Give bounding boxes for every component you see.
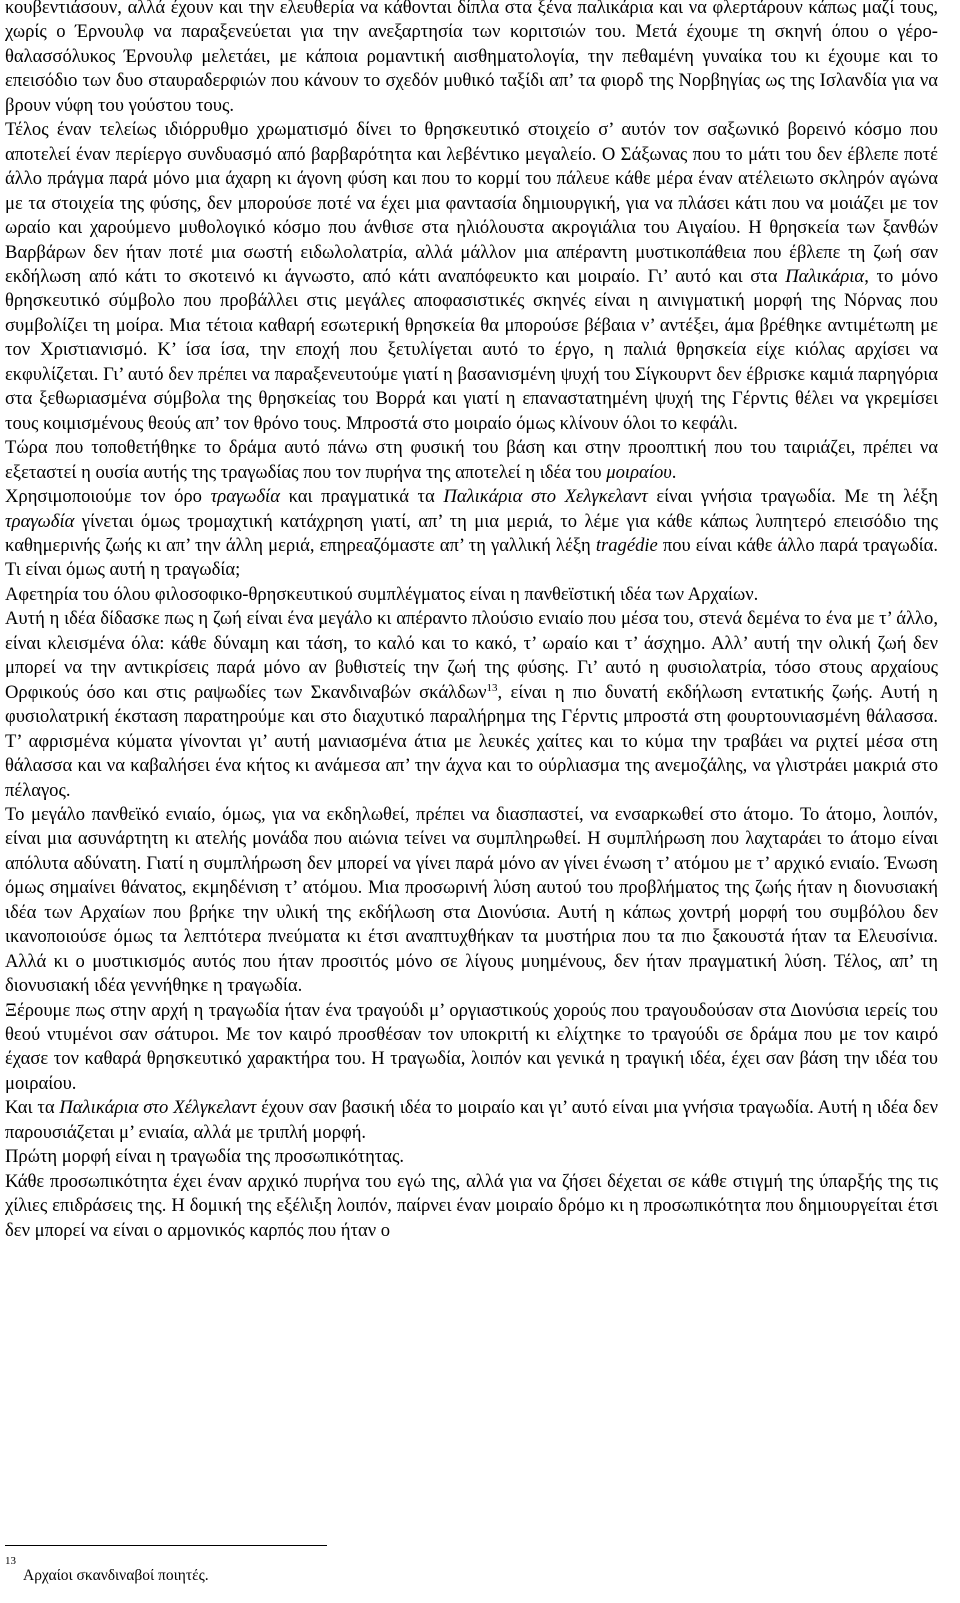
text-run: Χρησιμοποιούμε τον όρο (5, 486, 211, 508)
text-run: , το μόνο θρησκευτικό σύμβολο που προβάλλει στις μεγάλες αποφασιστικές σκηνές είναι η αινιγματική μορφή της Νόρνας που συμβολίζει τη μοίρα. Μια τέτοια καθαρή εσωτερική θρησκεία θα μπορούσε βέβαια ν’ αντέξει, άμα βρέθηκε αντιμέτωπη με τον Χριστιανισμό. Κ’ ίσα ίσα, την εποχή που ξετυλίγεται αυτό το έργο, η παλιά θρησκεία είχε κιόλας αρχίσει να εκφυλίζεται. Γι’ αυτό δεν πρέπει να παραξενευτούμε γιατί η βασανισμένη ψυχή του Σίγκουρντ δεν έβρισκε καμιά παρηγόρια στα ξεθωριασμένα σύμβολα της θρησκείας του Βορρά και γιατί η επαναστατημένη ψυχή της Γέρντις θέλει να γκρεμίσει τους κοιμισμένους θεούς απ’ τον θρόνο τους. Μπροστά στο μοιραίο όμως κλίνουν όλοι το κεφάλι. (5, 265, 938, 434)
text-run: Ξέρουμε πως στην αρχή η τραγωδία ήταν ένα τραγούδι μ’ οργιαστικούς χορούς που τραγουδούσαν στα Διονύσια ιερείς του θεού ντυμένοι σαν σάτυροι. Με τον καιρό προσθέσαν τον υποκριτή κι ελίχτηκε το τραγούδι σε δράμα που με τον καιρό έχασε τον καθαρά θρησκευτικό χαρακτήρα του. Η τραγωδία, λοιπόν και γενικά η τραγική ιδέα, έχει σαν βάση την ιδέα του μοιραίου. (5, 999, 938, 1094)
text-run: Κάθε προσωπικότητα έχει έναν αρχικό πυρήνα του εγώ της, αλλά για να ζήσει δέχεται σε κάθε στιγμή της ύπαρξής της τις χίλιες επιδράσεις της. Η δομική της εξέλιξη λοιπόν, παίρνει έναν μοιραίο δρόμο κι η προσωπικότητα που δημιουργείται έτσι δεν μπορεί να είναι ο αρμονικός καρπός που ήταν ο (5, 1170, 938, 1241)
paragraph (5, 1096, 938, 1145)
text-run: Το μεγάλο πανθεϊκό ενιαίο, όμως, για να εκδηλωθεί, πρέπει να διασπαστεί, να ενσαρκωθεί στο άτομο. Το άτομο, λοιπόν, είναι μια ασυνάρτητη κι ατελής μονάδα που αιώνια τείνει να συμπληρωθεί. Η συμπλήρωση που λαχταράει το άτομο είναι απόλυτα αδύνατη. Γιατί η συμπλήρωση δεν μπορεί να γίνει παρά μόνο αν γίνει ένωση τ’ ατόμου με τ’ αρχικό ενιαίο. Ένωση όμως σημαίνει θάνατος, εκμηδένιση τ’ ατόμου. Μια προσωρινή λύση αυτού του προβλήματος της ζωής ήταν η διονυσιακή ιδέα των Αρχαίων που βρήκε την υλική της εκδήλωση στα Διονύσια. Αυτή η κάπως χοντρή μορφή του συμβόλου δεν ικανοποιούσε όμως τα λεπτότερα πνεύματα κι έτσι αναπτυχθήκαν τα μυστήρια που τα πιο ξακουστά ήταν τα Ελευσίνια. Αλλά κι ο μυστικισμός αυτός που ήταν προσιτός μόνο σε λίγους μυημένους, δεν ήταν πραγματική λύση. Τέλος, απ’ τη διονυσιακή ιδέα γεννήθηκε η τραγωδία. (5, 803, 938, 997)
body-text (5, 0, 938, 1243)
document-page (5, 0, 938, 1243)
text-run: Πρώτη μορφή είναι η τραγωδία της προσωπικότητας. (5, 1146, 405, 1168)
italic-text: Παλικάρια στο Χελγκελαντ (443, 486, 648, 508)
text-run: Και τα (5, 1097, 60, 1119)
italic-text: τραγωδία (5, 510, 75, 532)
italic-text: tragédie (595, 534, 658, 556)
paragraph (5, 1145, 938, 1169)
paragraph (5, 583, 938, 607)
text-run: , είναι η πιο δυνατή εκδήλωση εντατικής ζωής. Αυτή η φυσιολατρική έκσταση παρατηρούμε και στο διαχυτικό παραλήρημα της Γέρντις μπροστά στη φουρτουνιασμένη θάλασσα. Τ’ αφρισμένα κύματα γίνονται γι’ αυτή μανιασμένα άτια με λευκές χαίτες και το κύμα την τραβάει να ριχτεί μέσα στη θάλασσα και να καβαλήσει ένα κήτος κι ανάμεσα απ’ την άχνα και το ούρλιασμα της ανεμοζάλης, να γλιστράει μακριά στο πέλαγος. (5, 681, 938, 801)
italic-text: μοιραίου (606, 461, 672, 483)
footnote-text: Αρχαίοι σκανδιναβοί ποιητές. (23, 1567, 209, 1584)
italic-text: Παλικάρια στο Χέλγκελαντ (59, 1097, 257, 1119)
footnote (5, 1555, 209, 1585)
text-run: κουβεντιάσουν, αλλά έχουν και την ελευθερία να κάθονται δίπλα στα ξένα παλικάρια και να φλερτάρουν κάπως μαζί τους, χωρίς ο Έρνουλφ να παραξενεύεται για την ανεξαρτησία των κοριτσιών του. Μετά έχουμε τη σκηνή όπου ο γέρο-θαλασσόλυκος Έρνουλφ μελετάει, με κάποια ρομαντική αισθηματολογία, την πεθαμένη γυναίκα του κι έχουμε και το επεισόδιο των δυο σταυραδερφιών που κάνουν το σχεδόν μυθικό ταξίδι απ’ τα φιορδ της Νορβηγίας ως της Ισλανδία για να βρουν νύφη του γούστου τους. (5, 0, 938, 116)
text-run: και πραγματικά τα (279, 486, 444, 508)
paragraph (5, 1170, 938, 1243)
text-run: που είναι κάθε άλλο παρά τραγωδία. Τι είναι όμως αυτή η τραγωδία; (5, 534, 938, 581)
footnote-mark: 13 (5, 1555, 16, 1567)
paragraph (5, 436, 938, 485)
paragraph (5, 485, 938, 583)
text-run: Τέλος έναν τελείως ιδιόρρυθμο χρωματισμό δίνει το θρησκευτικό στοιχείο σ’ αυτόν τον σαξωνικό βορεινό κόσμο που αποτελεί έναν περίεργο συνδυασμό από βαρβαρότητα και λεβέντικο μεγαλείο. Ο Σάξωνας που το μάτι του δεν έβλεπε ποτέ άλλο πράγμα παρά μόνο μια άχαρη κι άγονη φύση και που το κορμί του πάλευε κάθε μέρα έναν ατέλειωτο σκληρόν αγώνα με τα στοιχεία της φύσης, δεν μπορούσε ποτέ να έχει μια φαντασία δημιουργική, για να πλάσει κάτι που να μοιάζει με τον ωραίο και χαρούμενο μυθολογικό κόσμο που άνθισε στα ηλιόλουστα ακρογιάλια του Αιγαίου. Η θρησκεία των ξανθών Βαρβάρων δεν ήταν ποτέ μια σωστή ειδωλολατρία, αλλά μάλλον μια απέραντη μυστικοπάθεια που έβλεπε τη ζωή σαν εκδήλωση από κάτι το σκοτεινό κι άγνωστο, από κάτι αναπόφευκτο και μοιραίο. Γι’ αυτό και στα (5, 119, 938, 287)
paragraph (5, 118, 938, 436)
text-run: έχουν σαν βασική ιδέα το μοιραίο και γι’ αυτό είναι μια γνήσια τραγωδία. Αυτή η ιδέα δεν παρουσιάζεται μ’ ενιαία, αλλά με τριπλή μορφή. (5, 1097, 938, 1143)
italic-text: Παλικάρια (785, 265, 865, 287)
text-run: Αυτή η ιδέα δίδασκε πως η ζωή είναι ένα μεγάλο κι απέραντο πλούσιο ενιαίο που μέσα του, στενά δεμένα το ένα με τ’ άλλο, είναι κλεισμένα όλα: κάθε δύναμη και τάση, το καλό και το κακό, τ’ ωραίο και τ’ άσχημο. Αλλ’ αυτή την ολική ζωή δεν μπορεί να την αντικρίσεις παρά μόνο αν βυθιστείς την ζωή της φύσης. Γι’ αυτό η φυσιολατρία, τόσο στους αρχαίους Ορφικούς όσο και στις ραψωδίες των Σκανδιναβών σκάλδων (5, 608, 938, 703)
text-run: γίνεται όμως τρομαχτική κατάχρηση γιατί, απ’ τη μια μεριά, το λέμε για κάθε κάπως λυπητερό επεισόδιο της καθημερινής ζωής κι απ’ την άλλη μεριά, επηρεαζόμαστε απ’ τη γαλλική λέξη (5, 510, 938, 556)
text-run: Αφετηρία του όλου φιλοσοφικο-θρησκευτικού συμπλέγματος είναι η πανθεϊστική ιδέα των Αρχαίων. (5, 583, 759, 605)
footnote-divider (5, 1545, 327, 1546)
text-run: είναι γνήσια τραγωδία. Με τη λέξη (647, 486, 939, 508)
paragraph (5, 607, 938, 803)
text-run: . (671, 461, 677, 483)
text-run: Τώρα που τοποθετήθηκε το δράμα αυτό πάνω στη φυσική του βάση και στην προοπτική που του ταιριάζει, πρέπει να εξεταστεί η ουσία αυτής της τραγωδίας που τον πυρήνα της αποτελεί η ιδέα του (5, 437, 938, 483)
paragraph (5, 999, 938, 1097)
paragraph (5, 0, 938, 118)
paragraph (5, 803, 938, 999)
footnote-reference: 13 (486, 681, 498, 694)
italic-text: τραγωδία (210, 486, 280, 508)
